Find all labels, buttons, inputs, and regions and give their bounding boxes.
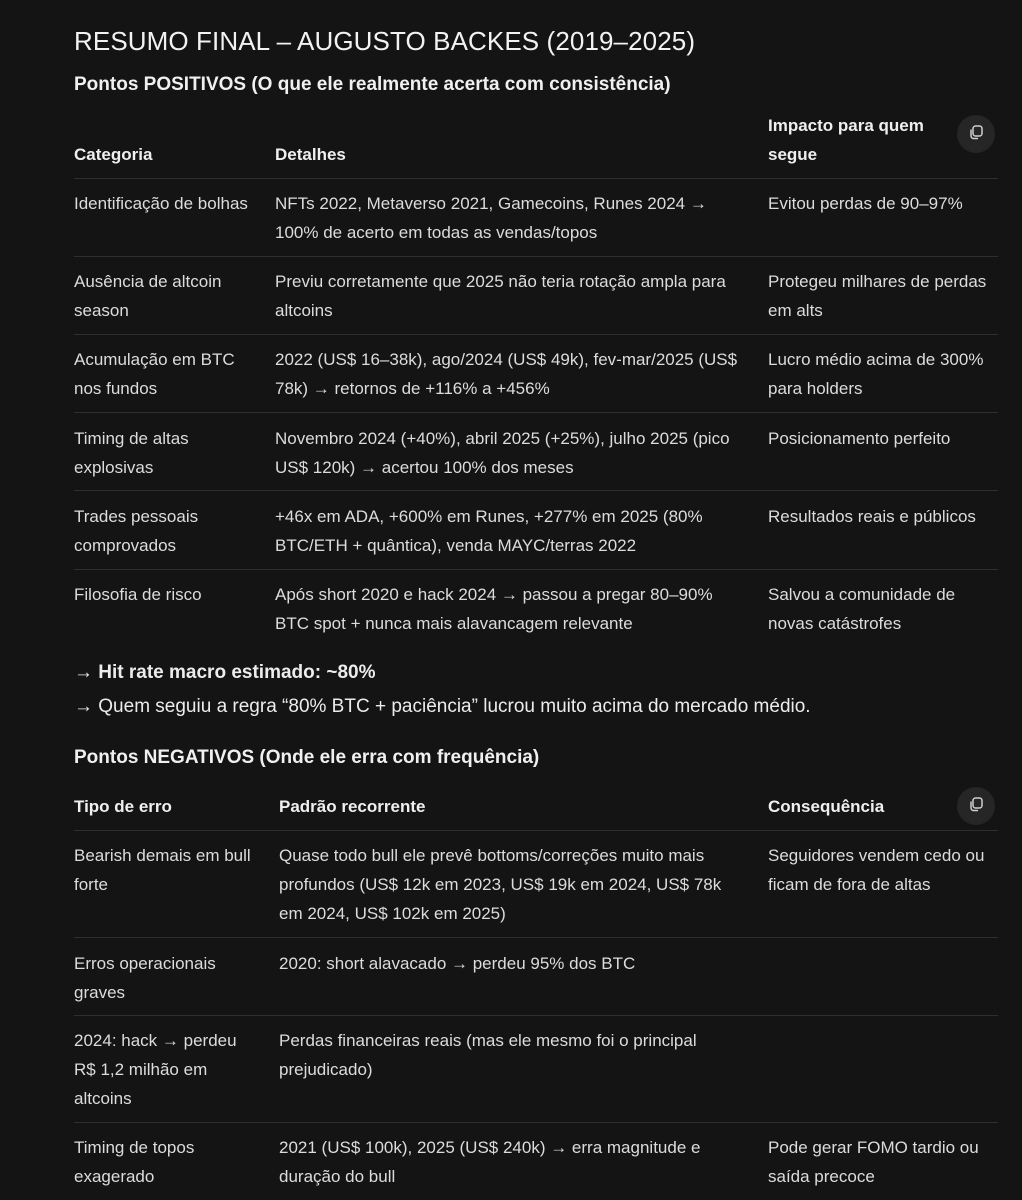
cell-detalhes: +46x em ADA, +600% em Runes, +277% em 2025 (80% BTC/ETH + quântica), venda MAYC/terras 2022 (275, 507, 703, 555)
cell-categoria: Trades pessoais comprovados (74, 507, 199, 555)
cell-categoria: Ausência de altcoin season (74, 272, 222, 320)
cell-impacto: Resultados reais e públicos (768, 507, 976, 526)
table-divider (74, 830, 998, 831)
cell-tipo: Bearish demais em bull forte (74, 846, 251, 894)
cell-categoria: Acumulação em BTC nos fundos (74, 350, 235, 398)
cell-padrao: Quase todo bull ele prevê bottoms/correções muito mais profundos (US$ 12k em 2023, US$ 19k em 2024, US$ 78k em 2024, US$ 102k em 2025) (279, 846, 722, 923)
arrow-icon: → (74, 662, 93, 683)
cell-categoria: Timing de altas explosivas (74, 429, 189, 477)
table-header-tipo: Tipo de erro (74, 797, 172, 816)
rule-line (74, 696, 811, 718)
cell-detalhes: 2022 (US$ 16–38k), ago/2024 (US$ 49k), fev-mar/2025 (US$ 78k) → retornos de +116% a +456% (275, 350, 738, 398)
table-divider (74, 334, 998, 335)
table-header-padrao: Padrão recorrente (279, 797, 426, 816)
cell-consequencia: Seguidores vendem cedo ou ficam de fora de altas (768, 846, 985, 894)
cell-padrao: 2021 (US$ 100k), 2025 (US$ 240k) → erra magnitude e duração do bull (279, 1138, 701, 1186)
table-header-consequencia: Consequência (768, 797, 885, 816)
table-header-detalhes: Detalhes (275, 145, 346, 164)
cell-impacto: Evitou perdas de 90–97% (768, 194, 963, 213)
cell-impacto: Posicionamento perfeito (768, 429, 951, 448)
table-divider (74, 256, 998, 257)
cell-detalhes: Após short 2020 e hack 2024 → passou a pregar 80–90% BTC spot + nunca mais alavancagem relevante (275, 585, 713, 633)
copy-icon (967, 795, 985, 818)
table-header-impacto: Impacto para quem segue (768, 116, 924, 164)
copy-icon (967, 123, 985, 146)
page-title: RESUMO FINAL – AUGUSTO BACKES (2019–2025) (74, 26, 696, 56)
copy-table-button[interactable] (957, 787, 995, 825)
arrow-icon: → (74, 696, 93, 717)
table-divider (74, 490, 998, 491)
cell-tipo: 2024: hack → perdeu R$ 1,2 milhão em altcoins (74, 1031, 237, 1108)
cell-tipo: Erros operacionais graves (74, 954, 216, 1002)
cell-padrao: 2020: short alavacado → perdeu 95% dos BTC (279, 954, 636, 973)
cell-impacto: Protegeu milhares de perdas em alts (768, 272, 987, 320)
copy-table-button[interactable] (957, 115, 995, 153)
table-divider (74, 178, 998, 179)
table-divider (74, 569, 998, 570)
table-divider (74, 412, 998, 413)
table-divider (74, 1122, 998, 1123)
cell-detalhes: Previu corretamente que 2025 não teria rotação ampla para altcoins (275, 272, 726, 320)
cell-consequencia: Pode gerar FOMO tardio ou saída precoce (768, 1138, 979, 1186)
table-divider (74, 937, 998, 938)
cell-padrao: Perdas financeiras reais (mas ele mesmo foi o principal prejudicado) (279, 1031, 697, 1079)
cell-detalhes: NFTs 2022, Metaverso 2021, Gamecoins, Runes 2024 → 100% de acerto em todas as vendas/topos (275, 194, 707, 242)
cell-tipo: Timing de topos exagerado (74, 1138, 195, 1186)
cell-impacto: Salvou a comunidade de novas catástrofes (768, 585, 956, 633)
hit-rate-text: Hit rate macro estimado: ~80% (98, 662, 376, 683)
cell-categoria: Filosofia de risco (74, 585, 202, 604)
positives-heading: Pontos POSITIVOS (O que ele realmente acerta com consistência) (74, 74, 671, 95)
rule-text: Quem seguiu a regra “80% BTC + paciência” lucrou muito acima do mercado médio. (98, 696, 811, 717)
table-header-categoria: Categoria (74, 145, 153, 164)
hit-rate-line (74, 662, 375, 684)
cell-impacto: Lucro médio acima de 300% para holders (768, 350, 984, 398)
cell-categoria: Identificação de bolhas (74, 194, 248, 213)
negatives-heading: Pontos NEGATIVOS (Onde ele erra com frequência) (74, 747, 540, 768)
table-divider (74, 1015, 998, 1016)
cell-detalhes: Novembro 2024 (+40%), abril 2025 (+25%), julho 2025 (pico US$ 120k) → acertou 100% dos meses (275, 429, 730, 477)
